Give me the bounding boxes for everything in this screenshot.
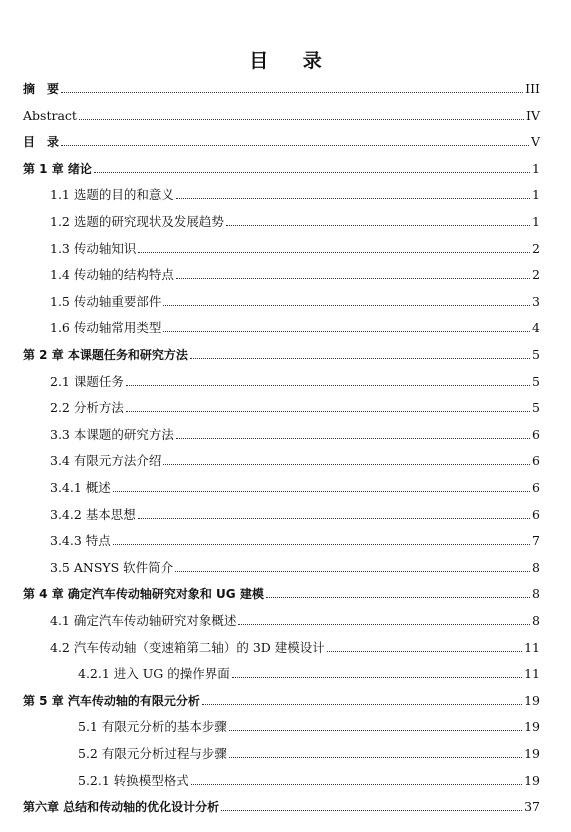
toc-entry-page: 6 — [532, 453, 540, 469]
toc-entry[interactable] — [23, 689, 540, 709]
toc-entry-label: 5.2.1 转换模型格式 — [78, 772, 189, 788]
toc-entry-label: 3.4 有限元方法介绍 — [50, 453, 162, 469]
toc-entry-label: 3.4.1 概述 — [50, 480, 111, 495]
toc-entry-label: 3.4.2 基本思想 — [50, 506, 136, 522]
toc-entry-page: 6 — [532, 426, 540, 442]
toc-entry[interactable] — [50, 263, 540, 283]
dot-leader — [126, 411, 530, 412]
toc-entry-page: V — [530, 134, 540, 150]
toc-entry[interactable] — [50, 476, 540, 496]
toc-entry-label: 2.2 分析方法 — [50, 400, 124, 416]
dot-leader — [229, 730, 522, 731]
toc-entry[interactable] — [50, 609, 540, 629]
dot-leader — [163, 305, 530, 306]
toc-entry-page: 5 — [532, 400, 540, 416]
dot-leader — [163, 464, 530, 465]
toc-entry-page: 11 — [524, 639, 540, 655]
dot-leader — [113, 491, 530, 492]
toc-entry-page: 6 — [532, 506, 540, 522]
toc-entry[interactable] — [50, 449, 540, 469]
toc-entry-label: 3.3 本课题的研究方法 — [50, 426, 174, 442]
dot-leader — [232, 677, 522, 678]
toc-entry[interactable] — [50, 210, 540, 230]
toc-entry[interactable] — [50, 237, 540, 257]
toc-entry-label: 第六章 总结和传动轴的优化设计分析 — [23, 800, 220, 815]
toc-entry-label: 5.1 有限元分析的基本步骤 — [78, 719, 227, 735]
toc-entry-label: 第 2 章 本课题任务和研究方法 — [23, 348, 188, 362]
toc-entry[interactable] — [78, 715, 540, 735]
dot-leader — [113, 544, 530, 545]
dot-leader — [163, 331, 530, 332]
toc-entry-page: 4 — [532, 320, 540, 336]
toc-entry-page: 1 — [532, 187, 540, 203]
toc-entry-page: 1 — [532, 160, 540, 176]
toc-entry[interactable] — [23, 795, 540, 815]
toc-entry-label: 第 5 章 汽车传动轴的有限元分析 — [23, 693, 200, 708]
toc-entry-label: 4.2 汽车传动轴（变速箱第二轴）的 3D 建模设计 — [50, 639, 325, 655]
dot-leader — [138, 252, 530, 253]
dot-leader — [61, 145, 529, 146]
dot-leader — [61, 92, 523, 93]
toc-entry[interactable] — [50, 290, 540, 310]
toc-entry-label: 1.1 选题的目的和意义 — [50, 187, 174, 203]
dot-leader — [175, 571, 530, 572]
toc-entry-page: 2 — [532, 267, 540, 283]
toc-entry-label: 4.2.1 进入 UG 的操作界面 — [78, 666, 230, 682]
toc-entry-page: 19 — [524, 772, 540, 788]
toc-entry[interactable] — [23, 343, 540, 363]
dot-leader — [79, 119, 524, 120]
toc-entry[interactable] — [78, 742, 540, 762]
toc-entry-label: 3.4.3 特点 — [50, 533, 111, 549]
toc-entry-page: IV — [526, 107, 540, 123]
toc-entry[interactable] — [50, 316, 540, 336]
toc-entry-label: 2.1 课题任务 — [50, 373, 124, 389]
dot-leader — [226, 225, 530, 226]
toc-entry-page: 3 — [532, 293, 540, 309]
toc-entry-page: 1 — [532, 214, 540, 229]
dot-leader — [202, 704, 522, 705]
toc-entry-label: 1.2 选题的研究现状及发展趋势 — [50, 214, 224, 229]
toc-entry-page: III — [525, 81, 540, 96]
toc-entry-page: 19 — [524, 746, 540, 761]
dot-leader — [221, 810, 522, 811]
toc-entry-page: 8 — [532, 586, 540, 602]
page-title: 目 录 — [249, 50, 336, 72]
dot-leader — [176, 438, 530, 439]
toc-entry[interactable] — [23, 130, 540, 150]
toc-entry[interactable] — [50, 636, 540, 656]
toc-entry[interactable] — [50, 370, 540, 390]
toc-entry-page: 37 — [524, 799, 540, 815]
toc-entry-page: 5 — [532, 347, 540, 362]
dot-leader — [126, 385, 530, 386]
dot-leader — [138, 518, 530, 519]
toc-entry-label: 4.1 确定汽车传动轴研究对象概述 — [50, 613, 237, 628]
toc-entry-label: 第 4 章 确定汽车传动轴研究对象和 UG 建模 — [23, 587, 264, 602]
toc-entry-page: 8 — [532, 559, 540, 575]
dot-leader — [176, 278, 530, 279]
toc-entry[interactable] — [78, 769, 540, 789]
toc-entry-page: 8 — [532, 613, 540, 628]
toc-entry[interactable] — [23, 77, 540, 97]
dot-leader — [229, 757, 522, 758]
dot-leader — [176, 198, 530, 199]
dot-leader — [191, 784, 522, 785]
toc-entry-label: 第 1 章 绪论 — [23, 161, 92, 176]
toc-entry-label: 5.2 有限元分析过程与步骤 — [78, 746, 227, 761]
dot-leader — [190, 358, 530, 359]
toc-entry[interactable] — [50, 556, 540, 576]
toc-entry-page: 7 — [532, 533, 540, 549]
toc-entry[interactable] — [78, 662, 540, 682]
toc-entry-label: 1.6 传动轴常用类型 — [50, 320, 162, 336]
toc-entry[interactable] — [50, 503, 540, 523]
toc-entry[interactable] — [23, 157, 540, 177]
toc-entry-label: 1.4 传动轴的结构特点 — [50, 267, 174, 283]
toc-entry-page: 6 — [532, 480, 540, 495]
dot-leader — [238, 624, 530, 625]
toc-entry-label: Abstract — [23, 107, 77, 123]
toc-entry-label: 目 录 — [23, 135, 60, 150]
toc-entry[interactable] — [50, 396, 540, 416]
toc-entry-label: 1.5 传动轴重要部件 — [50, 293, 162, 309]
toc-entry[interactable] — [50, 423, 540, 443]
toc-entry[interactable] — [50, 183, 540, 203]
toc-entry-label: 摘 要 — [23, 82, 60, 96]
toc-entry-page: 11 — [524, 666, 540, 682]
toc-entry-page: 2 — [532, 240, 540, 256]
toc-entry[interactable] — [23, 104, 540, 124]
toc-entry-label: 1.3 传动轴知识 — [50, 240, 137, 256]
toc-entry-page: 19 — [524, 692, 540, 708]
dot-leader — [327, 651, 522, 652]
toc-entry-page: 5 — [532, 373, 540, 389]
toc-entry[interactable] — [50, 529, 540, 549]
toc-entry-page: 19 — [524, 719, 540, 735]
dot-leader — [94, 172, 530, 173]
dot-leader — [266, 597, 530, 598]
toc-entry-label: 3.5 ANSYS 软件简介 — [50, 559, 174, 575]
toc-entry[interactable] — [23, 582, 540, 602]
